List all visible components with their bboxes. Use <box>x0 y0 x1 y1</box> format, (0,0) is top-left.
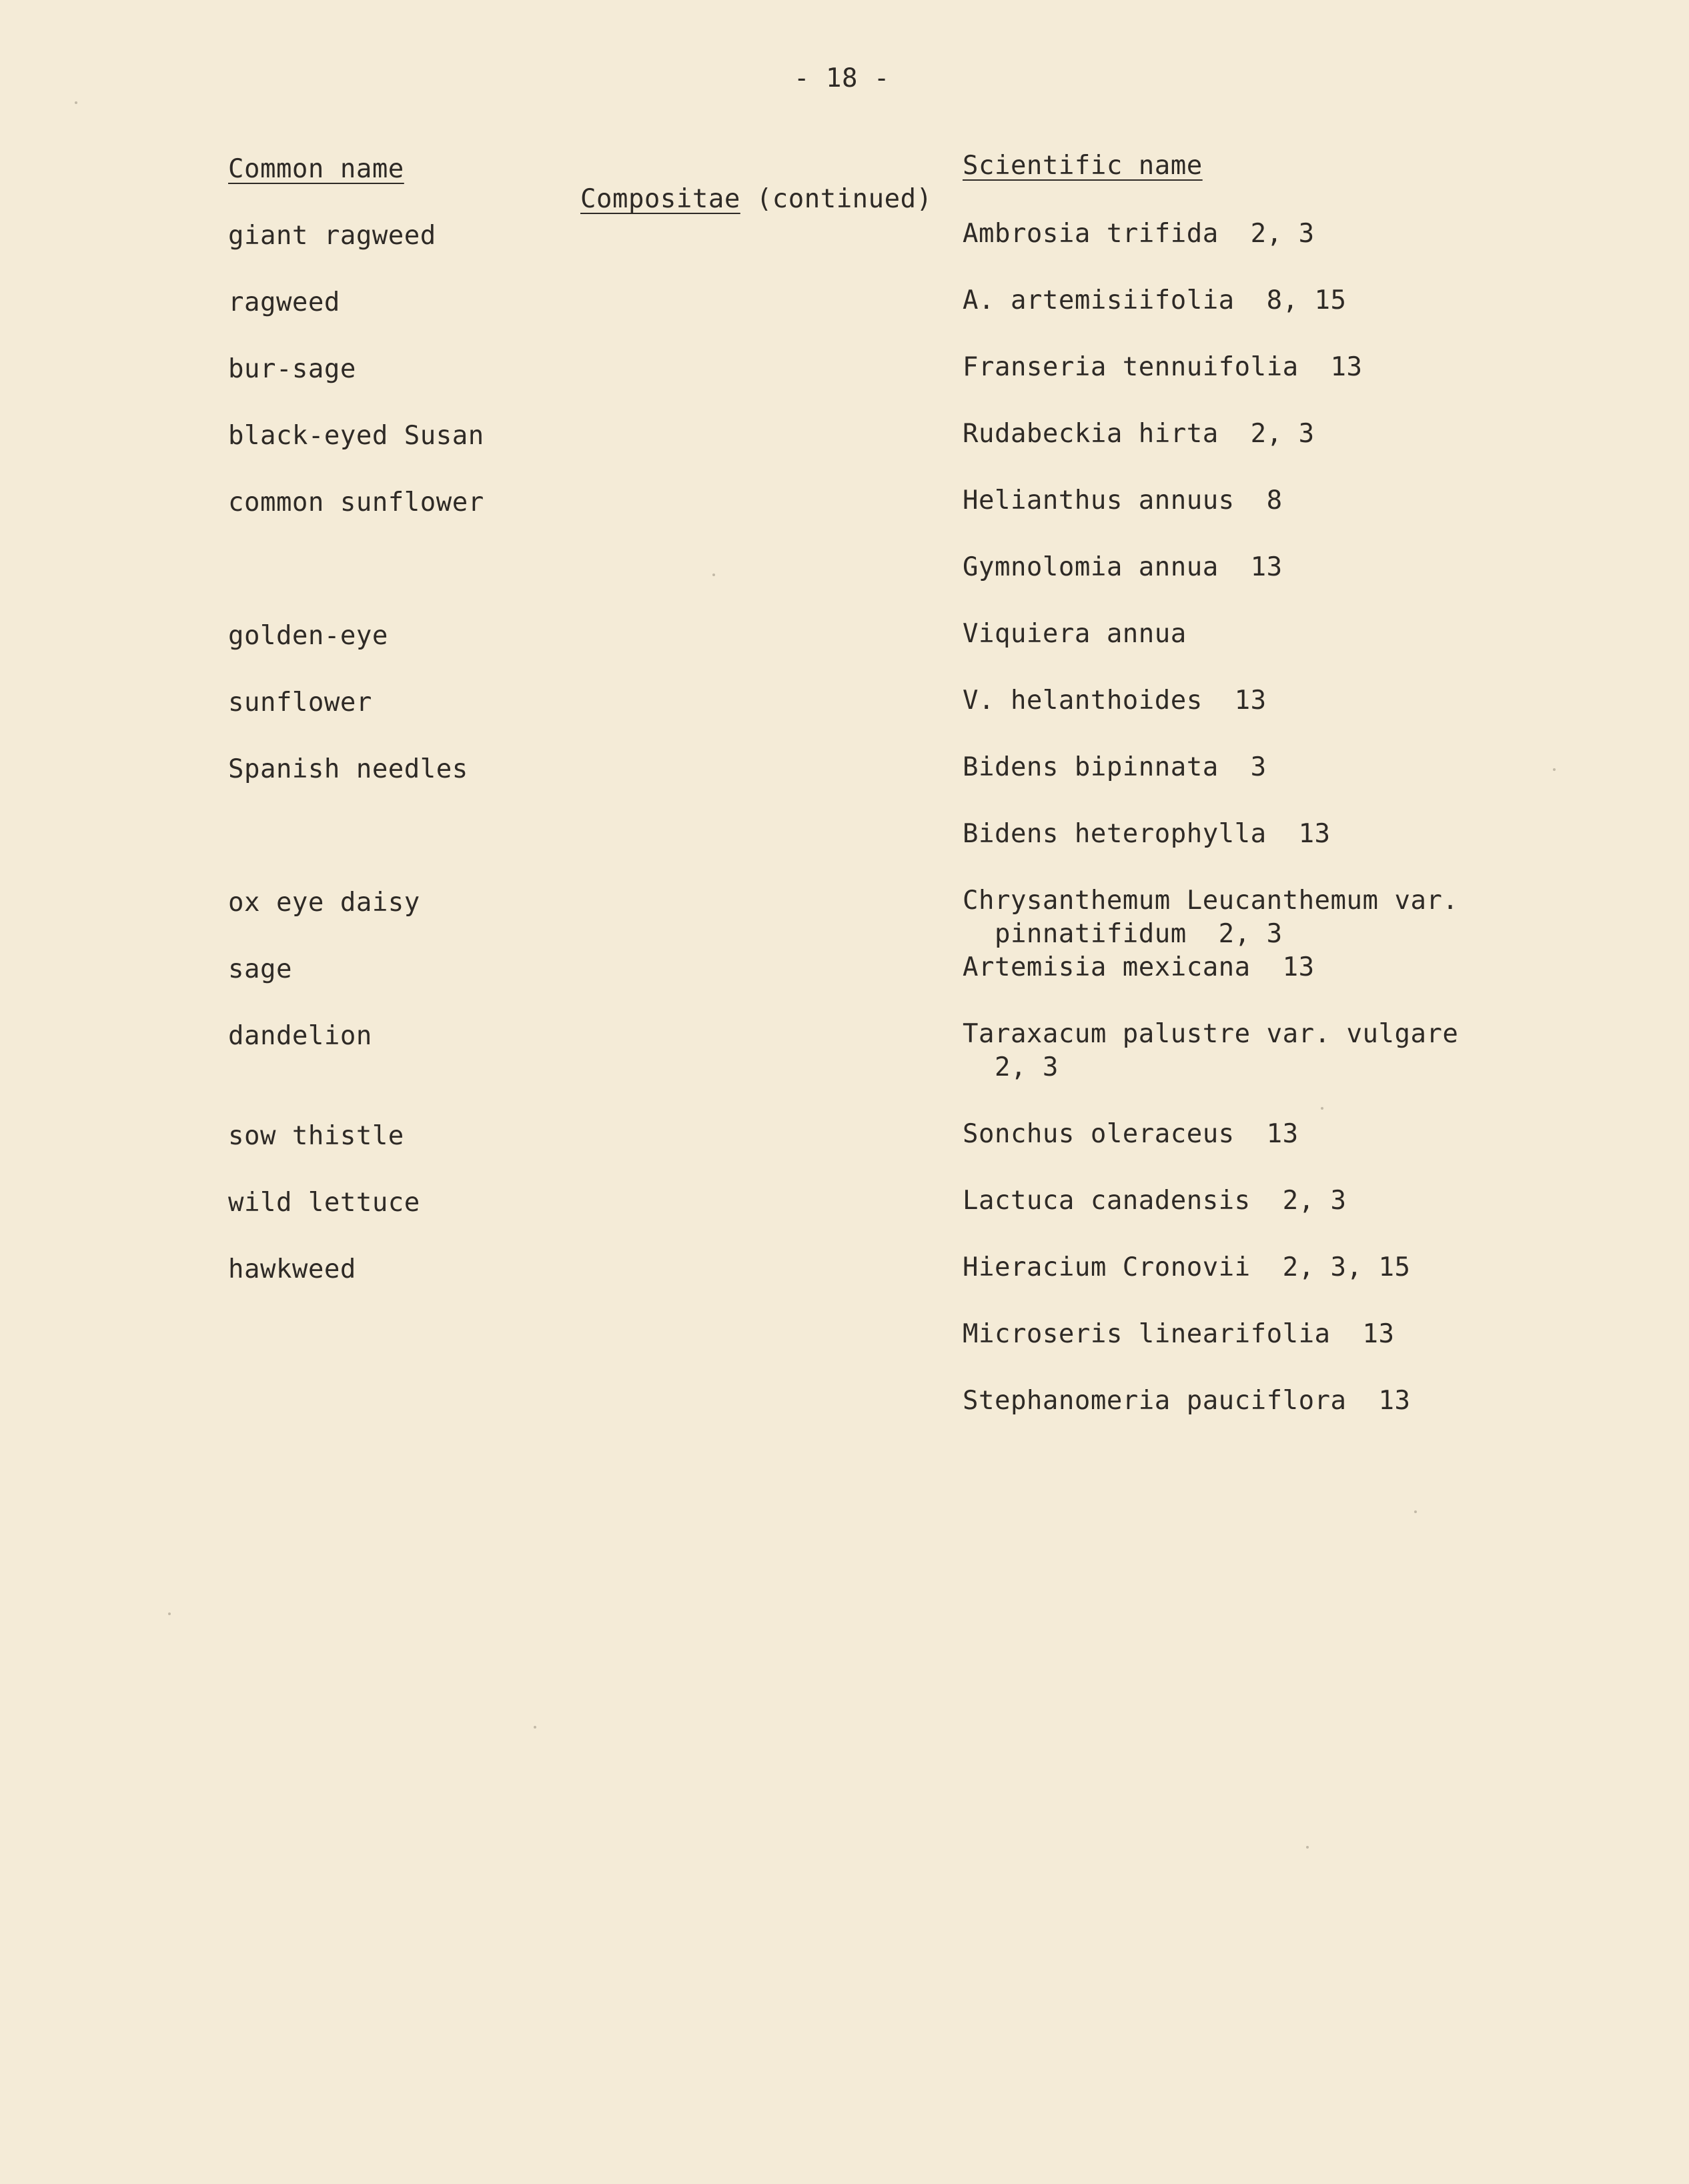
common-name: ox eye daisy <box>228 888 420 918</box>
common-name: sow thistle <box>228 1121 404 1151</box>
common-name: giant ragweed <box>228 221 436 251</box>
common-name: sage <box>228 954 292 984</box>
common-name: black-eyed Susan <box>228 421 484 451</box>
scientific-name-header: Scientific name <box>963 151 1203 181</box>
scientific-name: Viquiera annua <box>963 619 1187 649</box>
common-name: Spanish needles <box>228 754 468 784</box>
scientific-name: V. helanthoides 13 <box>963 686 1267 716</box>
scientific-name: Microseris linearifolia 13 <box>963 1319 1395 1349</box>
scientific-name: Bidens heterophylla 13 <box>963 819 1331 849</box>
scientific-name: Taraxacum palustre var. vulgare <box>963 1019 1459 1049</box>
family-name: Compositae <box>580 184 740 214</box>
scientific-name: Helianthus annuus 8 <box>963 485 1283 515</box>
scientific-name: Franseria tennuifolia 13 <box>963 352 1363 382</box>
paper-speck <box>75 101 77 104</box>
paper-speck <box>1553 768 1556 771</box>
page-number: - 18 - <box>794 63 890 93</box>
common-name: golden-eye <box>228 621 388 651</box>
scientific-name: Lactuca canadensis 2, 3 <box>963 1186 1347 1216</box>
common-name-header: Common name <box>228 154 404 184</box>
scientific-name: Ambrosia trifida 2, 3 <box>963 219 1315 249</box>
common-name: ragweed <box>228 287 340 317</box>
scientific-name: Sonchus oleraceus 13 <box>963 1119 1299 1149</box>
scientific-name: Chrysanthemum Leucanthemum var. <box>963 886 1459 916</box>
paper-speck <box>168 1612 171 1615</box>
common-name: common sunflower <box>228 487 484 517</box>
common-name: hawkweed <box>228 1254 356 1284</box>
scientific-name: A. artemisiifolia 8, 15 <box>963 285 1347 315</box>
common-name: dandelion <box>228 1021 372 1051</box>
paper-speck <box>534 1726 536 1729</box>
scientific-name: Hieracium Cronovii 2, 3, 15 <box>963 1252 1411 1282</box>
common-name: bur-sage <box>228 354 356 384</box>
common-name: wild lettuce <box>228 1188 420 1218</box>
scientific-name: Bidens bipinnata 3 <box>963 752 1267 782</box>
paper-speck <box>1306 1846 1309 1849</box>
scientific-name: Artemisia mexicana 13 <box>963 952 1315 982</box>
common-name: sunflower <box>228 688 372 718</box>
scientific-name: pinnatifidum 2, 3 <box>963 919 1283 949</box>
scientific-name: Stephanomeria pauciflora 13 <box>963 1386 1411 1416</box>
scientific-name: Gymnolomia annua 13 <box>963 552 1283 582</box>
scientific-name: Rudabeckia hirta 2, 3 <box>963 419 1315 449</box>
paper-speck <box>1414 1510 1417 1513</box>
paper-speck <box>1321 1107 1323 1110</box>
paper-speck <box>712 574 715 576</box>
scientific-name: 2, 3 <box>963 1052 1059 1082</box>
family-heading: Compositae (continued) <box>580 184 933 214</box>
